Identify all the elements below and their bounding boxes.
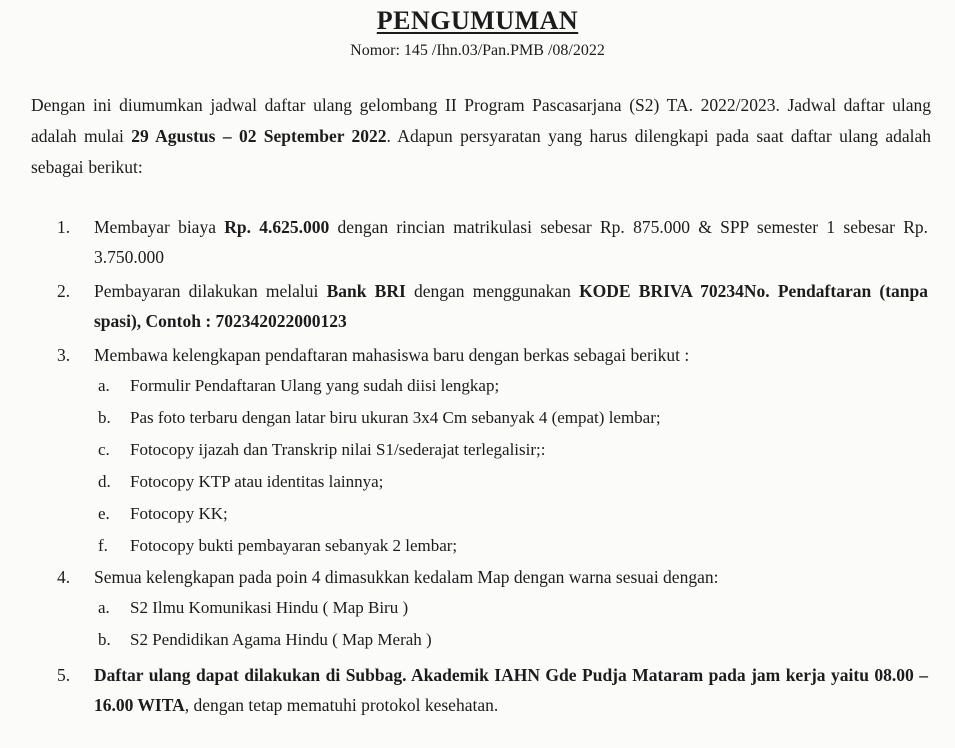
item-location-hours: Daftar ulang dapat dilakukan di Subbag. Akademik IAHN Gde Pudja Mataram pada jam kerja yaitu 08.00 – 16.00 WITA — [94, 665, 928, 715]
sub-letter: d. — [98, 472, 111, 491]
sub-letter: b. — [98, 630, 111, 649]
list-item-3 — [0, 340, 955, 370]
list-item-2 — [0, 276, 955, 336]
sub-item-b — [0, 624, 955, 656]
intro-text-2: . Adapun persyaratan yang harus dilengkapi pada saat daftar ulang adalah sebagai berikut: — [31, 126, 932, 177]
sub-letter: e. — [98, 504, 110, 523]
item-text: , dengan tetap mematuhi protokol kesehatan. — [184, 695, 499, 715]
document-number: Nomor: 145 /Ihn.03/Pan.PMB /08/2022 — [350, 42, 605, 59]
item-number: 4. — [57, 567, 71, 587]
intro-text-1: Dengan ini diumumkan jadwal daftar ulang gelombang II Program Pascasarjana (S2) TA. 2022/2023. Jadwal daftar ulang adalah mulai — [31, 95, 931, 146]
sub-text: S2 Pendidikan Agama Hindu ( Map Merah ) — [130, 630, 432, 649]
intro-paragraph — [31, 90, 931, 183]
sub-item-a — [0, 592, 955, 624]
item-bank: Bank BRI — [326, 281, 406, 301]
item-text: Semua kelengkapan pada poin 4 dimasukkan kedalam Map dengan warna sesuai dengan: — [94, 567, 719, 587]
sub-letter: a. — [98, 376, 110, 395]
sub-text: Formulir Pendaftaran Ulang yang sudah diisi lengkap; — [130, 376, 500, 395]
sub-text: Fotocopy bukti pembayaran sebanyak 2 lembar; — [130, 536, 458, 555]
intro-dash: – — [215, 126, 239, 146]
item-number: 3. — [57, 345, 71, 365]
requirements-list — [0, 212, 955, 720]
item-number: 1. — [57, 217, 71, 237]
item-amount: Rp. 4.625.000 — [224, 217, 330, 237]
item-text: Membawa kelengkapan pendaftaran mahasiswa baru dengan berkas sebagai berikut : — [94, 345, 690, 365]
item-text: Pembayaran dilakukan melalui — [94, 281, 327, 301]
item-number: 5. — [57, 665, 71, 685]
sub-letter: b. — [98, 408, 111, 427]
item-text: dengan rincian matrikulasi sebesar Rp. 875.000 & SPP semester 1 sebesar Rp. 3.750.000 — [94, 217, 929, 267]
sub-text: Fotocopy ijazah dan Transkrip nilai S1/sederajat terlegalisir;: — [130, 440, 546, 459]
sub-letter: c. — [98, 440, 110, 459]
sub-text: Fotocopy KK; — [130, 504, 228, 523]
item-briva-code: KODE BRIVA 70234No. Pendaftaran (tanpa spasi), Contoh : 702342022000123 — [94, 281, 929, 331]
list-item-1 — [0, 212, 955, 272]
list-item-4 — [0, 562, 955, 592]
intro-date-start: 29 Agustus — [131, 126, 216, 146]
sub-item-d — [0, 466, 955, 498]
sub-text: S2 Ilmu Komunikasi Hindu ( Map Biru ) — [130, 598, 409, 617]
item-text: Membayar biaya — [94, 217, 225, 237]
intro-date-end: 02 September 2022 — [238, 126, 387, 146]
sub-item-a — [0, 370, 955, 402]
sub-text: Pas foto terbaru dengan latar biru ukuran 3x4 Cm sebanyak 4 (empat) lembar; — [130, 408, 661, 427]
sub-letter: f. — [98, 536, 108, 555]
sub-item-f — [0, 530, 955, 562]
item-number: 2. — [57, 281, 71, 301]
sub-text: Fotocopy KTP atau identitas lainnya; — [130, 472, 384, 491]
sub-letter: a. — [98, 598, 110, 617]
item-text: dengan menggunakan — [405, 281, 580, 301]
sub-item-e — [0, 498, 955, 530]
sub-item-c — [0, 434, 955, 466]
page-title: PENGUMUMAN — [376, 6, 579, 35]
sub-item-b — [0, 402, 955, 434]
list-item-5 — [0, 660, 955, 720]
